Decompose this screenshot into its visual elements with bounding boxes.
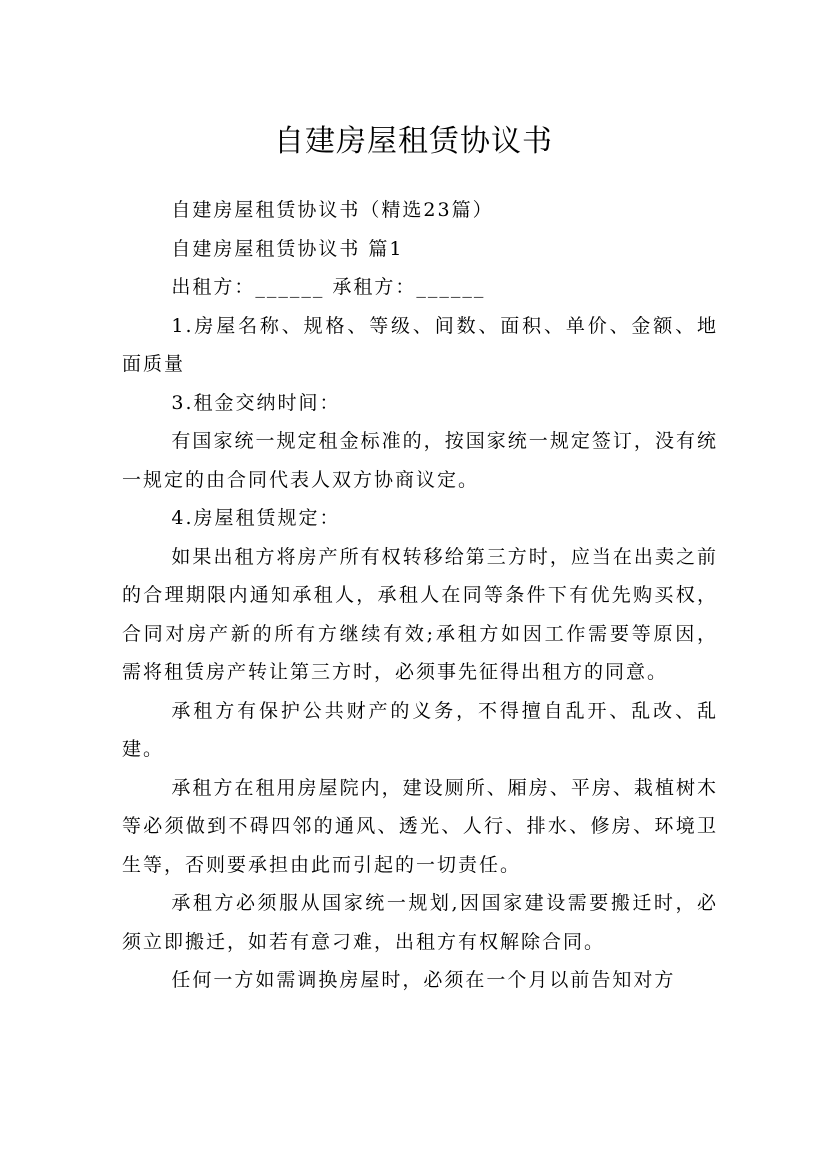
- paragraph-relocation: 承租方必须服从国家统一规划,因国家建设需要搬迁时，必须立即搬迁，如若有意刁难，出租方有权解除合同。: [122, 892, 718, 953]
- paragraph-rent-standard: 有国家统一规定租金标准的，按国家统一规定签订，没有统一规定的由合同代表人双方协商议定。: [122, 430, 718, 491]
- document-title: 自建房屋租赁协议书: [274, 124, 553, 160]
- paragraph-clause-4: 4.房屋租赁规定：: [171, 507, 341, 529]
- paragraph-public-property: 承租方有保护公共财产的义务，不得擅自乱开、乱改、乱建。: [122, 699, 718, 760]
- paragraph-exchange: 任何一方如需调换房屋时，必须在一个月以前告知对方: [171, 969, 676, 991]
- document-body: [122, 191, 718, 1000]
- paragraph-clause-3: 3.租金交纳时间：: [171, 391, 341, 414]
- paragraph-transfer: 如果出租方将房产所有权转移给第三方时，应当在出卖之前的合理期限内通知承租人，承租人在同等条件下有优先购买权，合同对房产新的所有方继续有效;承租方如因工作需要等原因，需将租赁房产转让第三方时，必须事先征得出租方的同意。: [122, 545, 718, 683]
- paragraph-parties: 出租方：______ 承租方：______: [171, 276, 486, 298]
- paragraph-clause-1: 1.房屋名称、规格、等级、间数、面积、单价、金额、地面质量: [122, 314, 718, 375]
- paragraph-subtitle: 自建房屋租赁协议书（精选23篇）: [171, 199, 494, 221]
- paragraph-section-heading: 自建房屋租赁协议书 篇1: [171, 237, 404, 260]
- paragraph-construction: 承租方在租用房屋院内，建设厕所、厢房、平房、栽植树木等必须做到不碍四邻的通风、透光、人行、排水、修房、环境卫生等，否则要承担由此而引起的一切责任。: [122, 776, 718, 876]
